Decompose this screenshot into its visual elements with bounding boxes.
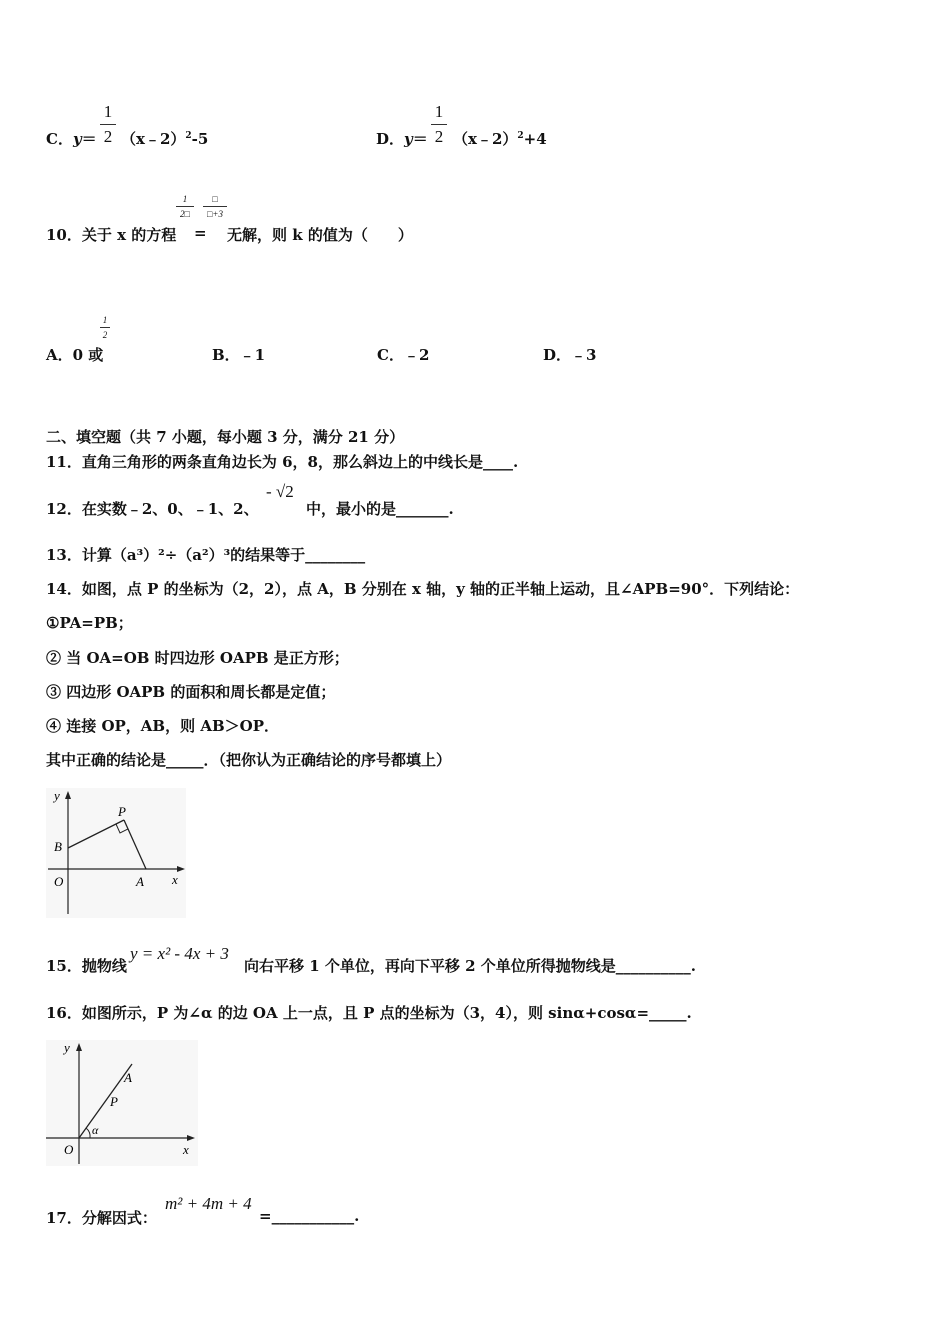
q16-fig-label-p: P (110, 1094, 118, 1109)
q14-figure (46, 788, 186, 918)
q14-fig-label-o: O (54, 874, 64, 889)
q14-stem: 14．如图，点 P 的坐标为（2，2），点 A，B 分别在 x 轴，y 轴的正半轴上运动，且∠APB=90°．下列结论： (46, 580, 800, 598)
q16-fig-label-a: A (124, 1070, 132, 1085)
q14-item-3: ③ 四边形 OAPB 的面积和周长都是定值； (46, 683, 336, 701)
q12-suffix: 中，最小的是_______. (306, 500, 454, 518)
q12-radical: - √2 (266, 482, 294, 501)
q9-d-expression: （x﹣2）$^2$+4 (453, 130, 547, 148)
q16-fig-label-alpha: α (92, 1123, 99, 1137)
q9-d-fraction: 1 2 (431, 102, 447, 147)
q15-prefix: 15．抛物线 (46, 957, 127, 975)
q13: 13．计算（a³）²÷（a²）³的结果等于________ (46, 546, 366, 564)
q10-prefix: 10．关于 x 的方程 (46, 226, 177, 244)
q10-suffix: 无解，则 k 的值为（ ） (227, 226, 413, 244)
q9-option-c: C．y＝ (46, 130, 97, 148)
q10-option-a: A．0 或 (46, 346, 104, 364)
q17-prefix: 17．分解因式： (46, 1209, 157, 1227)
q16-fig-label-o: O (64, 1142, 74, 1157)
q10-option-c: C．﹣2 (377, 346, 430, 364)
q16-fig-label-y: y (64, 1040, 70, 1055)
q14-item-2: ② 当 OA=OB 时四边形 OAPB 是正方形； (46, 649, 349, 667)
q9-option-d: D．y＝ (376, 130, 428, 148)
q10-fraction-left: 1 2□ (176, 194, 194, 219)
q15-formula: y = x² - 4x + 3 (130, 944, 229, 963)
q16-fig-label-x: x (183, 1142, 189, 1157)
q10-option-b: B．﹣1 (212, 346, 266, 364)
q14-fig-label-a: A (136, 874, 144, 889)
q14-fig-label-b: B (54, 839, 62, 854)
q9-c-expression: （x﹣2）$^2$-5 (121, 130, 209, 148)
q14-item-4: ④ 连接 OP，AB，则 AB＞OP． (46, 717, 279, 735)
section-heading: 二、填空题（共 7 小题，每小题 3 分，满分 21 分） (46, 428, 405, 446)
q10-option-d: D．﹣3 (543, 346, 597, 364)
q12-prefix: 12．在实数﹣2、0、﹣1、2、 (46, 500, 259, 518)
q17-suffix: =___________. (259, 1207, 360, 1225)
q10-fraction-right: □ □+3 (203, 194, 227, 219)
q11: 11．直角三角形的两条直角边长为 6，8，那么斜边上的中线长是____. (46, 453, 519, 471)
q14-ask: 其中正确的结论是_____．（把你认为正确结论的序号都填上） (46, 751, 452, 769)
q17-formula: m² + 4m + 4 (165, 1194, 252, 1213)
q14-fig-label-p: P (118, 804, 126, 819)
q14-fig-label-y: y (54, 788, 60, 803)
q16-figure (46, 1040, 198, 1166)
q10-equals: = (194, 224, 207, 242)
q14-fig-label-x: x (172, 872, 178, 887)
q10-option-a-fraction: 1 2 (100, 315, 110, 340)
q16: 16．如图所示，P 为∠α 的边 OA 上一点，且 P 点的坐标为（3，4），则 sinα+cosα=_____. (46, 1004, 692, 1022)
q14-item-1: ①PA=PB； (46, 614, 133, 632)
q9-c-fraction: 1 2 (100, 102, 116, 147)
q15-suffix: 向右平移 1 个单位，再向下平移 2 个单位所得抛物线是__________. (244, 957, 696, 975)
